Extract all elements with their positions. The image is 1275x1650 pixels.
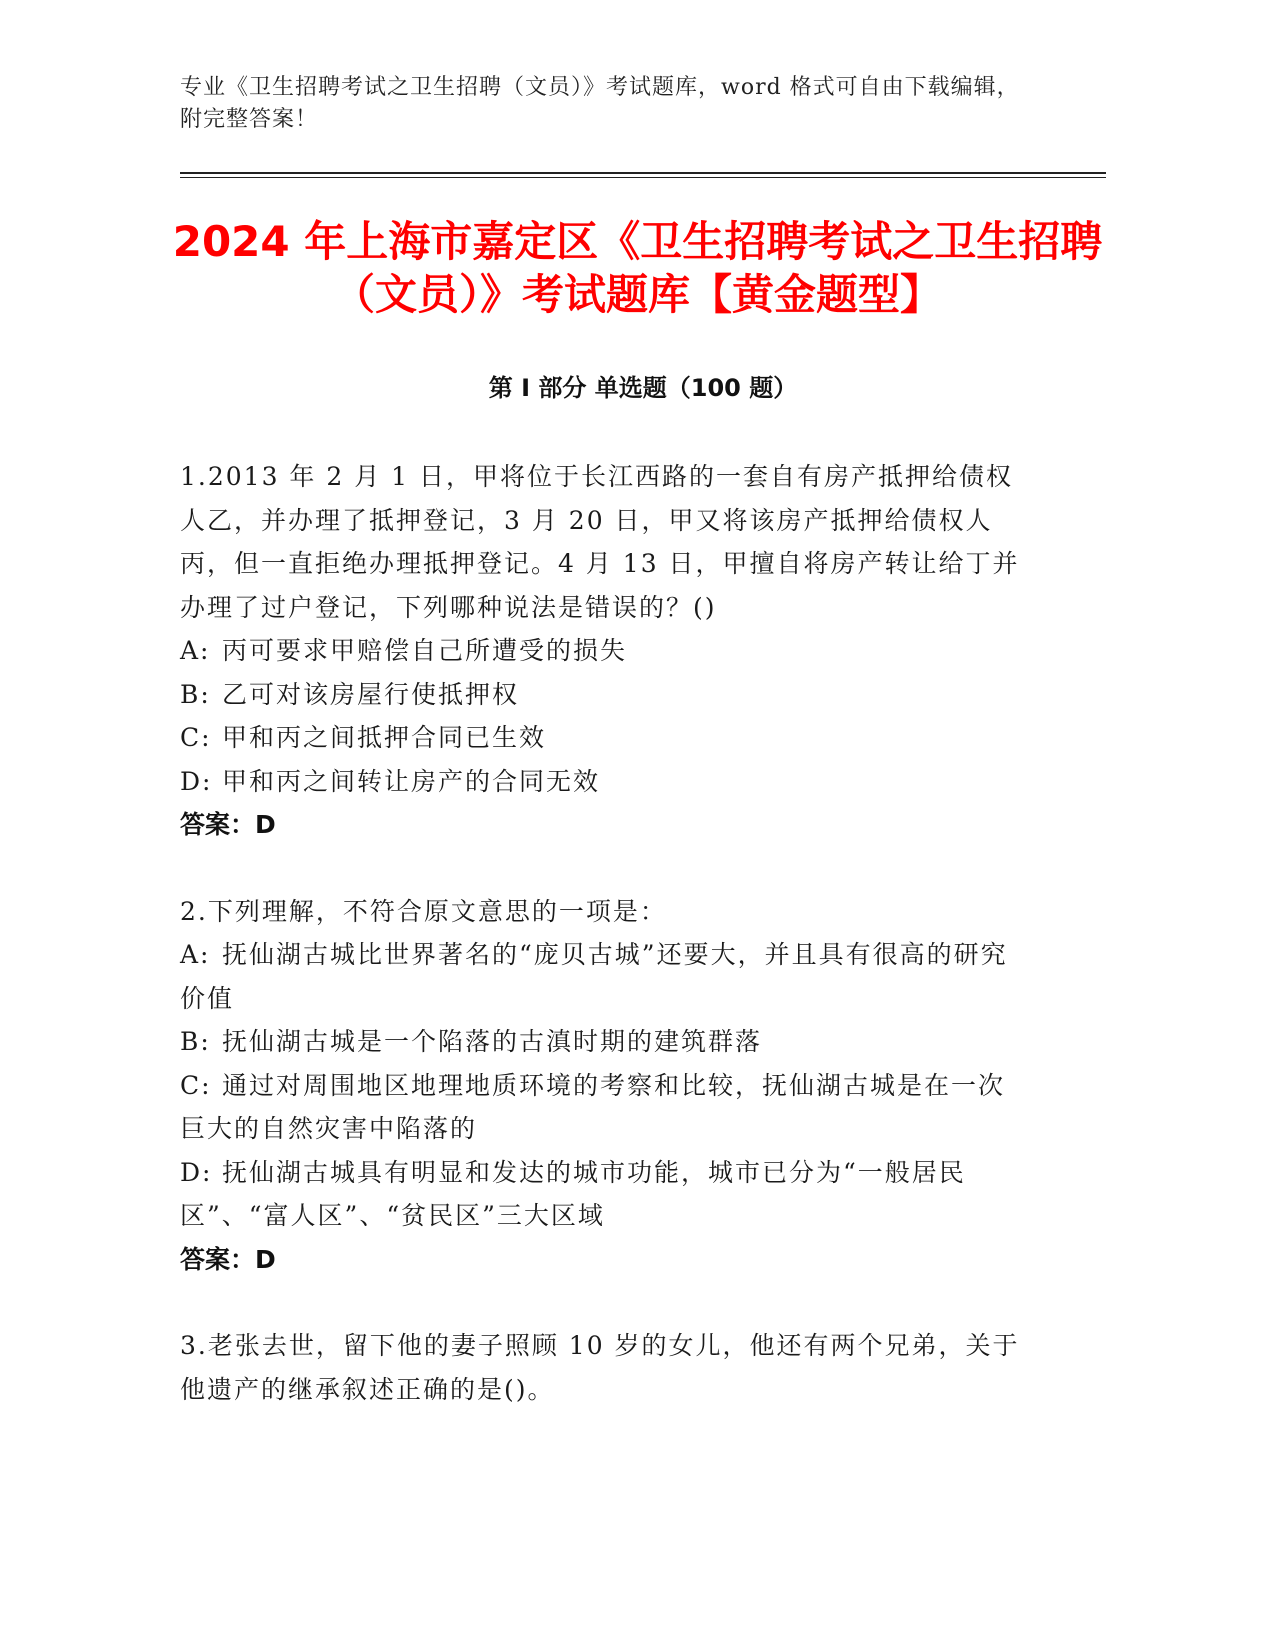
option-b xyxy=(180,673,1030,717)
option-text: 甲和丙之间转让房产的合同无效 xyxy=(222,766,601,796)
option-label: A: xyxy=(180,636,211,665)
option-b xyxy=(180,1020,1030,1064)
option-text: 抚仙湖古城是一个陷落的古滇时期的建筑群落 xyxy=(222,1027,763,1056)
option-text: 抚仙湖古城具有明显和发达的城市功能，城市已分为“一般居民区”、“富人区”、“贫民区”三大区域 xyxy=(180,1157,966,1230)
question-3 xyxy=(180,1324,1030,1411)
option-c xyxy=(180,716,1030,760)
option-label: B: xyxy=(180,679,211,709)
option-text: 通过对周围地区地理地质环境的考察和比较，抚仙湖古城是在一次巨大的自然灾害中陷落的 xyxy=(180,1070,1006,1143)
option-d xyxy=(180,760,1030,804)
answer: 答案：D xyxy=(180,1244,276,1274)
section-heading: 第 I 部分 单选题（100 题） xyxy=(488,374,798,402)
option-label: D: xyxy=(180,1157,213,1187)
header-rule-thick xyxy=(180,172,1106,174)
option-a xyxy=(180,933,1030,1020)
option-text: 乙可对该房屋行使抵押权 xyxy=(222,679,520,709)
question-2 xyxy=(180,890,1030,1282)
option-a xyxy=(180,629,1030,673)
question-stem: 1.2013 年 2 月 1 日，甲将位于长江西路的一套自有房产抵押给债权人乙，并办理了抵押登记，3 月 20 日，甲又将该房产抵押给债权人丙，但一直拒绝办理抵押登记。4 月 13 日，甲擅自将房产转让给丁并办理了过户登记，下列哪种说法是错误的？() xyxy=(180,462,1020,622)
option-d xyxy=(180,1151,1030,1238)
header-rule-thin xyxy=(180,177,1106,178)
option-text: 丙可要求甲赔偿自己所遭受的损失 xyxy=(222,636,628,665)
question-list xyxy=(180,455,1030,1454)
option-text: 抚仙湖古城比世界著名的“庞贝古城”还要大，并且具有很高的研究价值 xyxy=(180,940,1008,1013)
header-note: 专业《卫生招聘考试之卫生招聘（文员）》考试题库，word 格式可自由下载编辑，附完整答案！ xyxy=(180,75,1020,132)
option-label: C: xyxy=(180,723,212,752)
question-stem: 3.老张去世，留下他的妻子照顾 10 岁的女儿，他还有两个兄弟，关于他遗产的继承叙述正确的是()。 xyxy=(180,1331,1020,1404)
option-label: A: xyxy=(180,940,211,969)
option-label: B: xyxy=(180,1027,211,1056)
option-label: C: xyxy=(180,1070,212,1100)
answer: 答案：D xyxy=(180,810,276,839)
document-title: 2024 年上海市嘉定区《卫生招聘考试之卫生招聘（文员）》考试题库【黄金题型】 xyxy=(172,217,1103,319)
option-c xyxy=(180,1064,1030,1151)
option-text: 甲和丙之间抵押合同已生效 xyxy=(222,723,547,752)
option-label: D: xyxy=(180,766,213,796)
question-1 xyxy=(180,455,1030,847)
question-stem: 2.下列理解，不符合原文意思的一项是： xyxy=(180,896,667,926)
